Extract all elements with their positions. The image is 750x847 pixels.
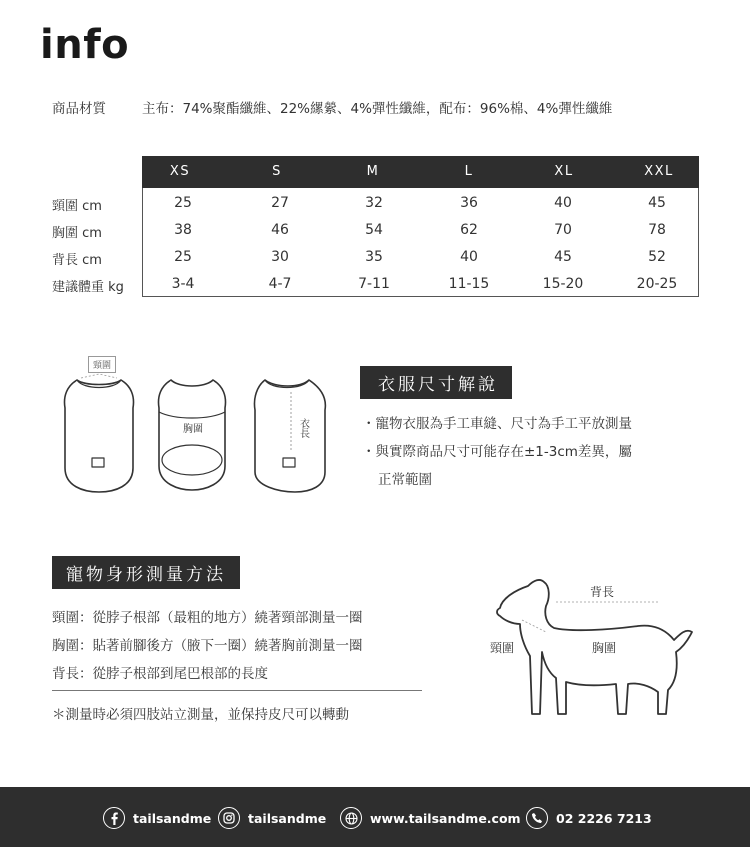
table-cell: 46 xyxy=(271,222,289,238)
table-cell: 15-20 xyxy=(542,276,584,292)
garment-neck-label: 頸圍 xyxy=(88,356,116,373)
size-table-body xyxy=(142,188,699,297)
table-cell: 62 xyxy=(460,222,478,238)
phone-number: 02 2226 7213 xyxy=(556,810,652,826)
garment-front-view xyxy=(65,374,134,492)
row-label-neck: 頸圍 cm xyxy=(52,199,102,214)
garment-diagrams xyxy=(55,368,345,503)
row-label-weight: 建議體重 kg xyxy=(52,280,124,295)
table-cell: 52 xyxy=(648,249,666,265)
size-header-l: L xyxy=(464,164,474,179)
table-cell: 36 xyxy=(460,195,478,211)
dog-neck-label: 頸圍 xyxy=(489,641,515,655)
material-value: 主布：74%聚酯纖維、22%縲縈、4%彈性纖維，配布：96%棉、4%彈性纖維 xyxy=(142,101,613,117)
table-cell: 45 xyxy=(554,249,572,265)
divider xyxy=(52,690,422,691)
table-cell: 35 xyxy=(365,249,383,265)
dog-chest-label: 胸圍 xyxy=(591,641,617,655)
instagram-icon xyxy=(218,807,240,829)
size-header-xs: XS xyxy=(169,164,191,179)
footer xyxy=(0,787,750,847)
table-cell: 70 xyxy=(554,222,572,238)
table-cell: 20-25 xyxy=(636,276,678,292)
material-label: 商品材質 xyxy=(52,101,106,117)
size-header-s: S xyxy=(272,164,282,179)
footer-facebook[interactable] xyxy=(103,806,211,830)
table-cell: 40 xyxy=(460,249,478,265)
page-title: info xyxy=(40,22,130,68)
instagram-handle: tailsandme xyxy=(248,810,327,826)
footer-phone[interactable] xyxy=(526,806,652,830)
measurement-heading: 寵物身形測量方法 xyxy=(52,556,240,589)
table-cell: 30 xyxy=(271,249,289,265)
garment-chest-label: 胸圍 xyxy=(183,424,203,435)
table-cell: 4-7 xyxy=(268,276,292,292)
footer-instagram[interactable] xyxy=(218,806,326,830)
garment-chest-view xyxy=(159,380,226,490)
table-cell: 40 xyxy=(554,195,572,211)
table-cell: 32 xyxy=(365,195,383,211)
table-cell: 3-4 xyxy=(171,276,195,292)
measurement-chest: 胸圍：貼著前腳後方（腋下一圈）繞著胸前測量一圈 xyxy=(52,638,363,654)
measurement-note: ＊測量時必須四肢站立測量，並保持皮尺可以轉動 xyxy=(52,707,349,723)
facebook-icon xyxy=(103,807,125,829)
table-cell: 27 xyxy=(271,195,289,211)
size-note-1: ・寵物衣服為手工車縫、尺寸為手工平放測量 xyxy=(362,416,632,432)
dog-back-label: 背長 xyxy=(589,585,615,599)
table-cell: 7-11 xyxy=(358,276,390,292)
row-label-back: 背長 cm xyxy=(52,253,102,268)
size-explanation-heading: 衣服尺寸解說 xyxy=(360,366,512,399)
table-cell: 78 xyxy=(648,222,666,238)
size-header-m: M xyxy=(366,164,380,179)
garment-length-view xyxy=(254,380,325,492)
size-note-3: 正常範圍 xyxy=(378,472,432,488)
measurement-back: 背長：從脖子根部到尾巴根部的長度 xyxy=(52,666,268,682)
table-cell: 38 xyxy=(174,222,192,238)
row-label-chest: 胸圍 cm xyxy=(52,226,102,241)
phone-icon xyxy=(526,807,548,829)
facebook-handle: tailsandme xyxy=(133,810,212,826)
garment-length-label: 衣長 xyxy=(297,418,309,438)
table-cell: 11-15 xyxy=(448,276,490,292)
measurement-neck: 頸圍：從脖子根部（最粗的地方）繞著頸部測量一圈 xyxy=(52,610,363,626)
table-cell: 54 xyxy=(365,222,383,238)
website-url: www.tailsandme.com xyxy=(370,810,521,826)
size-note-2: ・與實際商品尺寸可能存在±1-3cm差異，屬 xyxy=(362,444,632,460)
table-cell: 25 xyxy=(174,195,192,211)
size-table-header xyxy=(142,156,699,188)
size-header-xxl: XXL xyxy=(644,164,674,179)
table-cell: 45 xyxy=(648,195,666,211)
footer-website[interactable] xyxy=(340,806,521,830)
dog-diagram xyxy=(488,572,700,722)
globe-icon xyxy=(340,807,362,829)
size-header-xl: XL xyxy=(554,164,574,179)
table-cell: 25 xyxy=(174,249,192,265)
